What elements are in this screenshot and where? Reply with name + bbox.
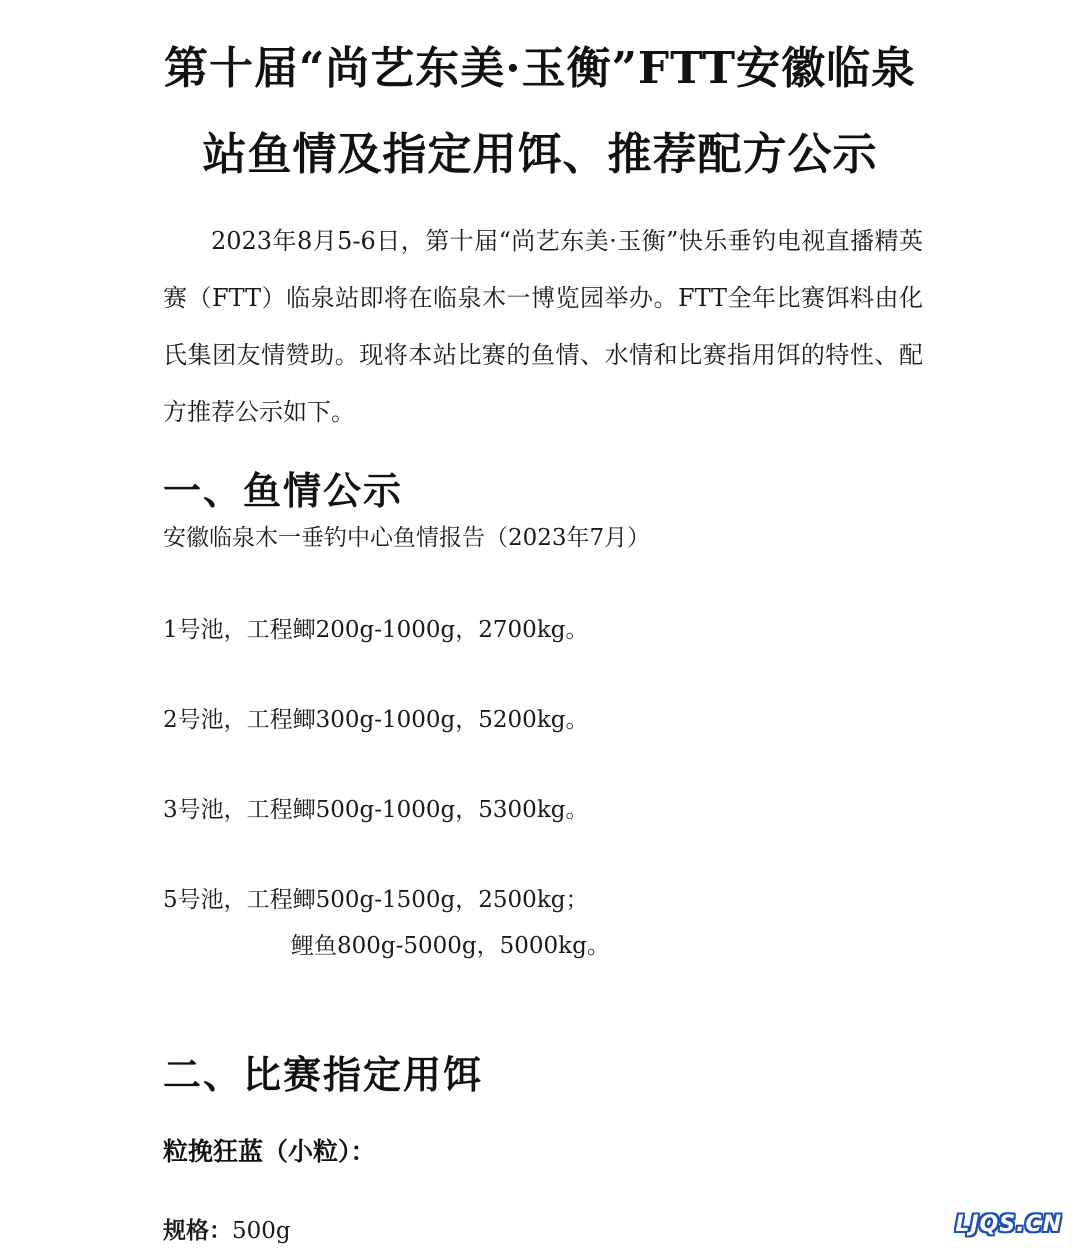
document-title-line-2: 站鱼情及指定用饵、推荐配方公示 xyxy=(202,129,878,180)
fish-report-title: 安徽临泉木一垂钓中心鱼情报告（2023年7月） xyxy=(163,525,651,551)
pond-item-5: 5号池，工程鲫500g-1500g，2500kg； xyxy=(163,887,589,913)
intro-paragraph: 2023年8月5-6日，第十届“尚艺东美·玉衡”快乐垂钓电视直播精英赛（FTT）临泉站即将在临泉木一博览园举办。FTT全年比赛饵料由化氏集团友情赞助。现将本站比赛的鱼情、水情和比赛指用饵的特性、配方推荐公示如下。 xyxy=(163,227,923,426)
section-heading-designated-bait: 二、比赛指定用饵 xyxy=(163,1052,484,1097)
document-title-line-1: 第十届“尚艺东美·玉衡”FTT安徽临泉 xyxy=(163,43,917,94)
pond-item-1: 1号池，工程鲫200g-1000g，2700kg。 xyxy=(163,617,589,643)
bait-spec-label: 规格： xyxy=(163,1217,232,1244)
bait-spec xyxy=(163,1212,291,1245)
bait-spec-value: 500g xyxy=(232,1218,291,1244)
bait-name: 粒挽狂蓝（小粒）： xyxy=(163,1137,376,1166)
pond-item-5-carp: 鲤鱼800g-5000g，5000kg。 xyxy=(291,933,610,959)
pond-item-3: 3号池，工程鲫500g-1000g，5300kg。 xyxy=(163,797,589,823)
pond-item-2: 2号池，工程鲫300g-1000g，5200kg。 xyxy=(163,707,589,733)
site-watermark: LJQS.CN xyxy=(955,1212,1062,1237)
section-heading-fish-situation: 一、鱼情公示 xyxy=(163,468,404,513)
